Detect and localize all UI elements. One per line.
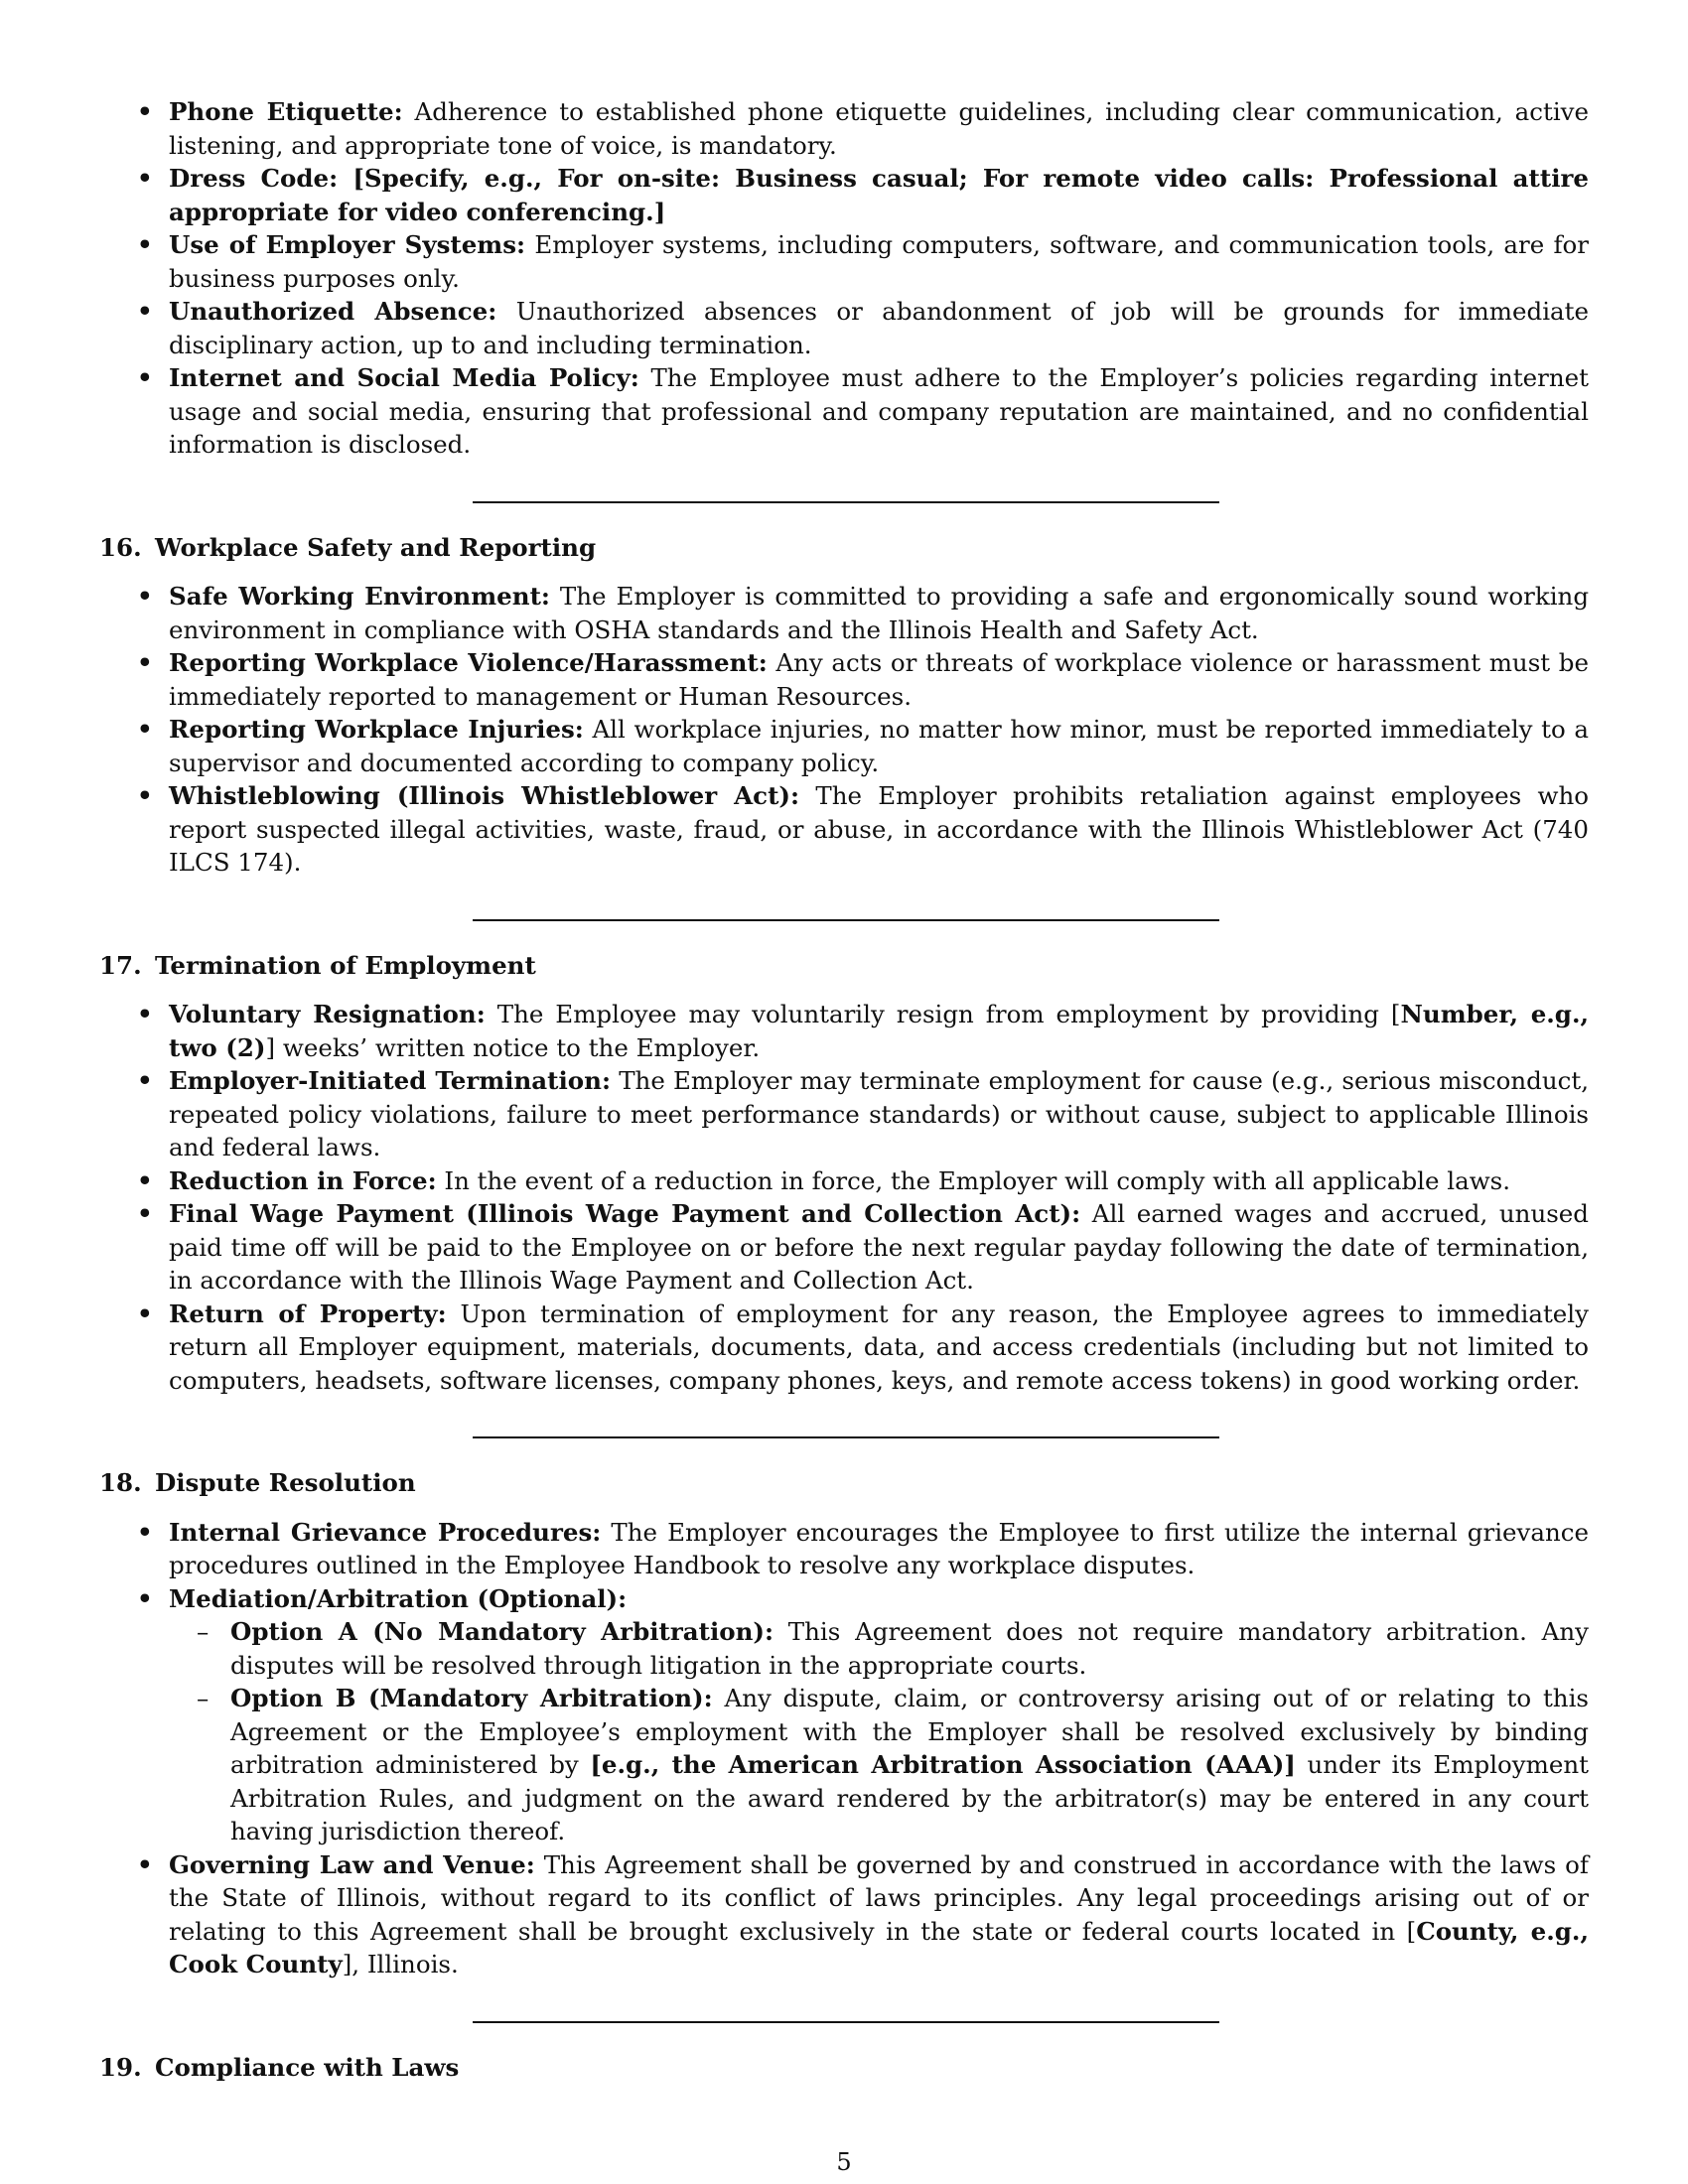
item-text: The Employee must adhere to the Employer’s policies regarding internet usage and social media, ensuring that professional and company reputation are maintained, and no confidential information is disclosed. bbox=[169, 363, 1589, 459]
item-text: ] weeks’ written notice to the Employer. bbox=[265, 1032, 761, 1062]
bullet-icon: • bbox=[137, 715, 153, 744]
bullet-icon: • bbox=[137, 1066, 153, 1095]
list-item-phone-etiquette bbox=[99, 95, 1589, 162]
item-term: Safe Working Environment: bbox=[169, 582, 550, 611]
document-body bbox=[99, 95, 1589, 2100]
item-text: This Agreement shall be governed by and construed in accordance with the laws of the State of Illinois, without regard to its conflict of laws principles. Any legal proceedings arising out of or relating to this Agreement shall be brought exclusively in the state or federal courts located in [ bbox=[169, 1849, 1589, 1946]
item-term: Internet and Social Media Policy: bbox=[169, 363, 639, 392]
section-heading-17 bbox=[99, 949, 1589, 983]
item-text: Upon termination of employment for any reason, the Employee agrees to immediately return all Employer equipment, materials, documents, data, and access credentials (including but not limited to computers, headsets, software licenses, company phones, keys, and remote access tokens) in good working order. bbox=[169, 1298, 1589, 1395]
list-item-reduction-in-force bbox=[99, 1164, 1589, 1198]
bullet-icon: • bbox=[137, 648, 153, 677]
item-text: under its Employment Arbitration Rules, and judgment on the award rendered by the arbitrator(s) may be entered in any court having jurisdiction thereof. bbox=[230, 1750, 1589, 1845]
bullet-icon: • bbox=[137, 164, 153, 193]
section-16-list bbox=[99, 580, 1589, 880]
list-item-dress-code bbox=[99, 162, 1589, 228]
item-text: All earned wages and accrued, unused paid time off will be paid to the Employee on or before the next regular payday following the date of termination, in accordance with the Illinois Wage Payment and Collection Act. bbox=[169, 1199, 1589, 1295]
list-item-employer-termination bbox=[99, 1064, 1589, 1164]
item-term: Mediation/Arbitration (Optional): bbox=[169, 1583, 628, 1613]
item-text: Employer systems, including computers, software, and communication tools, are for business purposes only. bbox=[169, 230, 1589, 293]
list-item-mediation bbox=[99, 1582, 1589, 1848]
item-term: Governing Law and Venue: bbox=[169, 1849, 535, 1879]
mediation-options-list bbox=[169, 1615, 1589, 1848]
item-term: Internal Grievance Procedures: bbox=[169, 1517, 602, 1547]
section-heading-18 bbox=[99, 1466, 1589, 1500]
bullet-icon: • bbox=[137, 781, 153, 810]
item-term: Option A (No Mandatory Arbitration): bbox=[230, 1617, 774, 1646]
item-term: Dress Code: [Specify, e.g., For on-site: Business casual; For remote video calls: Professional attire appropriate for video conferencing.] bbox=[169, 164, 1589, 226]
item-text: The Employer prohibits retaliation against employees who report suspected illegal activities, waste, fraud, or abuse, in accordance with the Illinois Whistleblower Act (740 ILCS 174). bbox=[169, 781, 1589, 877]
item-term: Final Wage Payment (Illinois Wage Payment and Collection Act): bbox=[169, 1199, 1081, 1228]
section-18-list bbox=[99, 1516, 1589, 1981]
bullet-icon: • bbox=[137, 1517, 153, 1547]
bullet-icon: • bbox=[137, 1165, 153, 1195]
item-term: Unauthorized Absence: bbox=[169, 297, 497, 326]
section-heading-16 bbox=[99, 531, 1589, 565]
bullet-icon: • bbox=[137, 363, 153, 392]
list-item-final-wage bbox=[99, 1197, 1589, 1297]
section-divider bbox=[473, 501, 1219, 503]
item-text: Adherence to established phone etiquette guidelines, including clear communication, active listening, and appropriate tone of voice, is mandatory. bbox=[169, 97, 1589, 160]
section-divider bbox=[473, 2021, 1219, 2023]
section-title: Dispute Resolution bbox=[155, 1468, 416, 1497]
section-number: 18. bbox=[99, 1468, 142, 1497]
bullet-icon: • bbox=[137, 582, 153, 611]
item-text: The Employer encourages the Employee to first utilize the internal grievance procedures outlined in the Employee Handbook to resolve any workplace disputes. bbox=[169, 1517, 1589, 1579]
list-item-voluntary-resignation bbox=[99, 998, 1589, 1064]
list-item-employer-systems bbox=[99, 228, 1589, 295]
bullet-icon: • bbox=[137, 297, 153, 326]
item-text: ], Illinois. bbox=[342, 1950, 459, 1979]
item-term: Reduction in Force: bbox=[169, 1165, 437, 1195]
dash-icon: – bbox=[197, 1684, 210, 1712]
item-text: Any dispute, claim, or controversy arising out of or relating to this Agreement or the Employee’s employment with the Employer shall be resolved exclusively by binding arbitration administered by bbox=[230, 1684, 1589, 1779]
conduct-policy-list bbox=[99, 95, 1589, 462]
item-term: Reporting Workplace Violence/Harassment: bbox=[169, 648, 768, 677]
item-text: The Employer is committed to providing a safe and ergonomically sound working environment in compliance with OSHA standards and the Illinois Health and Safety Act. bbox=[169, 582, 1589, 644]
section-divider bbox=[473, 1436, 1219, 1438]
list-item-reporting-violence bbox=[99, 646, 1589, 713]
item-text: All workplace injuries, no matter how minor, must be reported immediately to a supervisor and documented according to company policy. bbox=[169, 715, 1590, 777]
bullet-icon: • bbox=[137, 1199, 153, 1228]
item-text: The Employer may terminate employment for cause (e.g., serious misconduct, repeated policy violations, failure to meet performance standards) or without cause, subject to applicable Illinois and federal laws. bbox=[169, 1066, 1590, 1161]
item-term: Option B (Mandatory Arbitration): bbox=[230, 1684, 713, 1712]
list-item-grievance bbox=[99, 1516, 1589, 1582]
section-17-list bbox=[99, 998, 1589, 1397]
placeholder-text: Number, e.g., two (2) bbox=[169, 1000, 1589, 1062]
bullet-icon: • bbox=[137, 1583, 153, 1613]
section-number: 19. bbox=[99, 2052, 142, 2082]
list-item-whistleblowing bbox=[99, 779, 1589, 880]
item-text: Any acts or threats of workplace violence or harassment must be immediately reported to management or Human Resources. bbox=[169, 648, 1589, 711]
section-divider bbox=[473, 919, 1219, 921]
item-term: Use of Employer Systems: bbox=[169, 230, 526, 259]
placeholder-text: [e.g., the American Arbitration Association (AAA)] bbox=[590, 1750, 1296, 1779]
item-term: Whistleblowing (Illinois Whistleblower Act): bbox=[169, 781, 800, 810]
list-item-governing-law bbox=[99, 1848, 1589, 1981]
bullet-icon: • bbox=[137, 1298, 153, 1328]
section-number: 16. bbox=[99, 532, 142, 562]
list-item-unauthorized-absence bbox=[99, 295, 1589, 361]
item-text: In the event of a reduction in force, the Employer will comply with all applicable laws. bbox=[436, 1165, 1511, 1195]
dash-icon: – bbox=[197, 1617, 210, 1646]
item-term: Employer-Initiated Termination: bbox=[169, 1066, 611, 1095]
item-term: Voluntary Resignation: bbox=[169, 1000, 486, 1028]
item-text: Unauthorized absences or abandonment of job will be grounds for immediate disciplinary action, up to and including termination. bbox=[169, 297, 1589, 359]
item-text: This Agreement does not require mandatory arbitration. Any disputes will be resolved through litigation in the appropriate courts. bbox=[230, 1617, 1589, 1680]
bullet-icon: • bbox=[137, 1000, 153, 1028]
list-item-return-property bbox=[99, 1297, 1589, 1398]
item-term: Return of Property: bbox=[169, 1298, 447, 1328]
section-title: Compliance with Laws bbox=[155, 2052, 460, 2082]
section-number: 17. bbox=[99, 950, 142, 980]
list-item-reporting-injuries bbox=[99, 713, 1589, 779]
bullet-icon: • bbox=[137, 97, 153, 126]
bullet-icon: • bbox=[137, 230, 153, 259]
item-term: Phone Etiquette: bbox=[169, 97, 403, 126]
section-heading-19 bbox=[99, 2051, 1589, 2085]
list-item-safe-environment bbox=[99, 580, 1589, 646]
sub-item-option-b bbox=[169, 1682, 1589, 1848]
list-item-social-media bbox=[99, 361, 1589, 462]
sub-item-option-a bbox=[169, 1615, 1589, 1682]
page-number: 5 bbox=[836, 2148, 852, 2176]
section-title: Termination of Employment bbox=[155, 950, 536, 980]
item-term: Reporting Workplace Injuries: bbox=[169, 715, 584, 744]
section-title: Workplace Safety and Reporting bbox=[155, 532, 597, 562]
item-text: The Employee may voluntarily resign from employment by providing [ bbox=[485, 1000, 1401, 1028]
bullet-icon: • bbox=[137, 1849, 153, 1879]
placeholder-text: County, e.g., Cook County bbox=[169, 1916, 1589, 1979]
